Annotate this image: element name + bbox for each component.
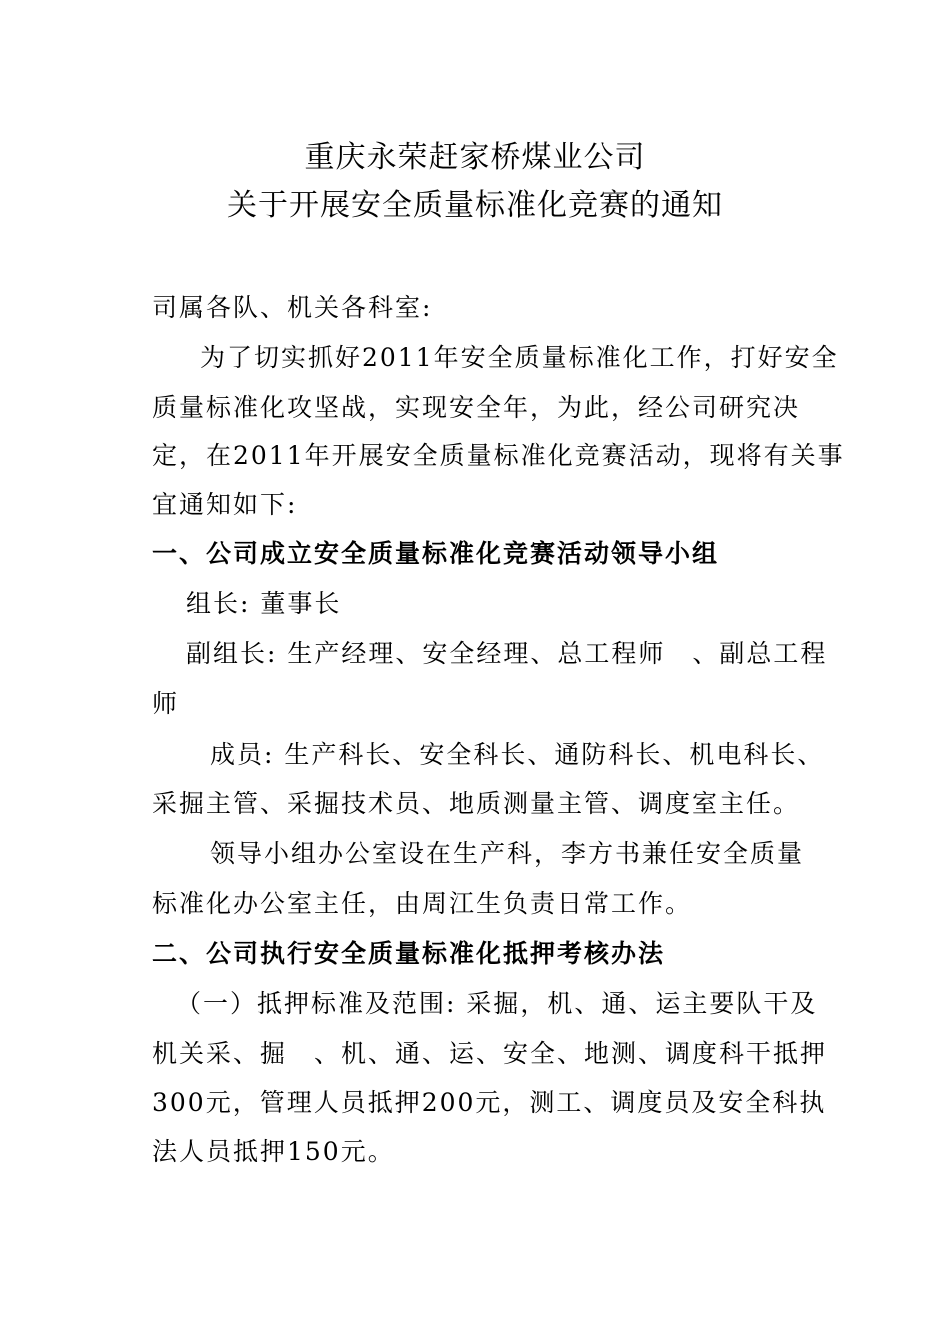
section2-item1-line-2: 机关采、掘 、机、通、运、安全、地测、调度科干抵押 bbox=[152, 1039, 828, 1068]
section1-leader: 组长: 董事长 bbox=[186, 589, 342, 618]
salutation: 司属各队、机关各科室: bbox=[152, 293, 433, 322]
section1-deputy-line-1: 副组长: 生产经理、安全经理、总工程师 、副总工程 bbox=[186, 639, 828, 668]
intro-line-2: 质量标准化攻坚战，实现安全年，为此，经公司研究决 bbox=[152, 393, 801, 422]
section1-heading: 一、公司成立安全质量标准化竞赛活动领导小组 bbox=[152, 539, 720, 568]
section1-office-line-1: 领导小组办公室设在生产科，李方书兼任安全质量 bbox=[210, 839, 805, 868]
section2-item1-line-3: 300元，管理人员抵押200元，测工、调度员及安全科执 bbox=[152, 1088, 827, 1117]
intro-line-3: 定，在2011年开展安全质量标准化竞赛活动，现将有关事 bbox=[152, 441, 845, 470]
intro-line-4: 宜通知如下: bbox=[152, 490, 298, 519]
section2-heading: 二、公司执行安全质量标准化抵押考核办法 bbox=[152, 939, 666, 968]
document-title-line2: 关于开展安全质量标准化竞赛的通知 bbox=[227, 188, 723, 223]
section2-item1-line-4: 法人员抵押150元。 bbox=[152, 1137, 395, 1166]
section1-office-line-2: 标准化办公室主任，由周江生负责日常工作。 bbox=[152, 889, 693, 918]
section2-item1-line-1: （一）抵押标准及范围: 采掘，机、通、运主要队干及 bbox=[176, 989, 818, 1018]
document-title-line1: 重庆永荣赶家桥煤业公司 bbox=[304, 140, 646, 175]
section1-members-line-2: 采掘主管、采掘技术员、地质测量主管、调度室主任。 bbox=[152, 789, 801, 818]
intro-line-1: 为了切实抓好2011年安全质量标准化工作，打好安全 bbox=[200, 343, 839, 372]
section1-members-line-1: 成员: 生产科长、安全科长、通防科长、机电科长、 bbox=[210, 740, 825, 769]
section1-deputy-line-2: 师 bbox=[152, 689, 180, 718]
